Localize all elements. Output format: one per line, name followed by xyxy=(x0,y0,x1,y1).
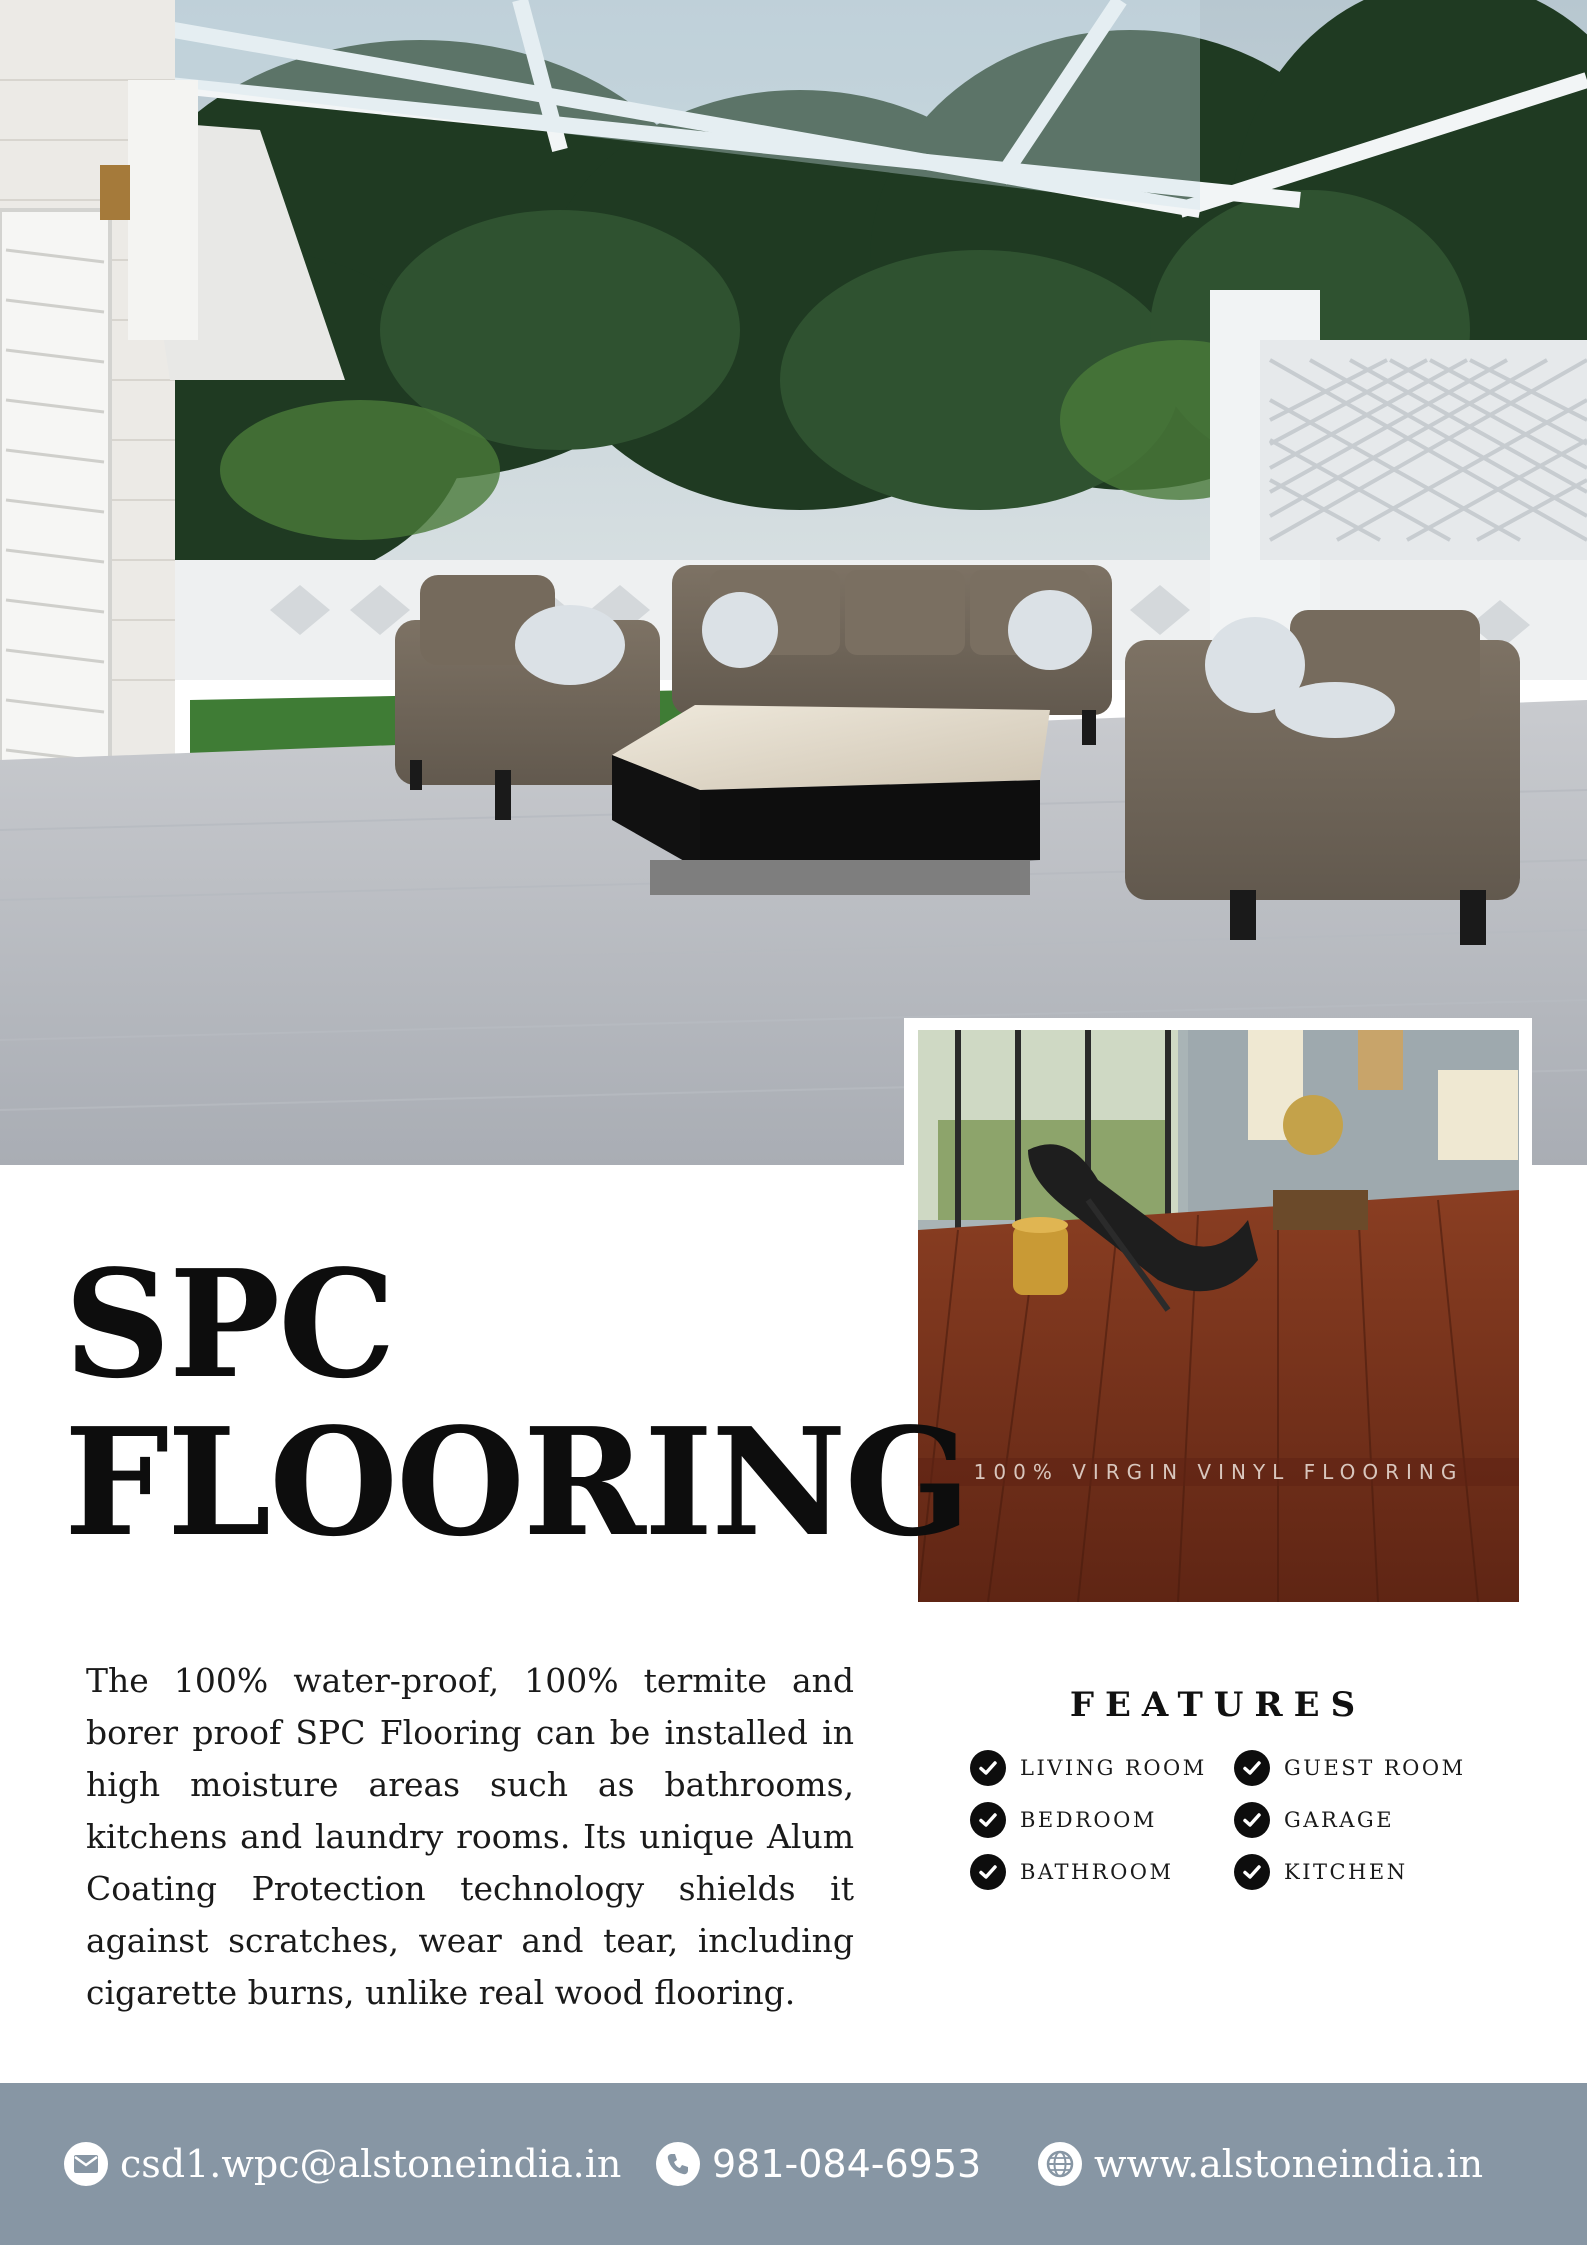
feature-item xyxy=(970,1802,1234,1838)
check-circle-icon xyxy=(970,1854,1006,1890)
check-circle-icon xyxy=(1234,1802,1270,1838)
product-description: The 100% water-proof, 100% termite and borer proof SPC Flooring can be installed in high moisture areas such as bathrooms, kitchens and laundry rooms. Its unique Alum Coating Protection technology shields it against scratches, wear and tear, including cigarette burns, unlike real wood flooring. xyxy=(86,1661,854,2012)
phone-icon xyxy=(656,2142,700,2186)
phone-contact[interactable] xyxy=(656,2083,981,2245)
inset-caption: 100% VIRGIN VINYL FLOORING xyxy=(918,1458,1519,1486)
inset-photo-frame xyxy=(904,1018,1532,1620)
page-title xyxy=(64,1237,969,1569)
features-list xyxy=(970,1750,1530,1890)
envelope-icon xyxy=(64,2142,108,2186)
feature-label: GARAGE xyxy=(1284,1808,1395,1832)
feature-item xyxy=(1234,1802,1514,1838)
email-text[interactable]: csd1.wpc@alstoneindia.in xyxy=(120,2142,622,2186)
title-line-1: SPC xyxy=(64,1237,394,1411)
feature-item xyxy=(1234,1854,1514,1890)
feature-label: GUEST ROOM xyxy=(1284,1756,1466,1780)
check-circle-icon xyxy=(1234,1750,1270,1786)
features-heading: FEATURES xyxy=(1069,1685,1367,1725)
feature-label: KITCHEN xyxy=(1284,1860,1408,1884)
check-circle-icon xyxy=(970,1802,1006,1838)
feature-label: BEDROOM xyxy=(1020,1808,1157,1832)
feature-label: LIVING ROOM xyxy=(1020,1756,1207,1780)
phone-text[interactable]: 981-084-6953 xyxy=(712,2142,982,2186)
feature-label: BATHROOM xyxy=(1020,1860,1174,1884)
contact-footer xyxy=(0,2083,1587,2245)
globe-icon xyxy=(1038,2142,1082,2186)
feature-item xyxy=(1234,1750,1514,1786)
title-line-2: FLOORING xyxy=(64,1395,969,1569)
inset-illustration xyxy=(918,1030,1519,1602)
check-circle-icon xyxy=(970,1750,1006,1786)
feature-item xyxy=(970,1750,1234,1786)
website-contact[interactable] xyxy=(1038,2083,1483,2245)
website-text[interactable]: www.alstoneindia.in xyxy=(1094,2142,1484,2186)
inset-photo xyxy=(918,1030,1519,1602)
check-circle-icon xyxy=(1234,1854,1270,1890)
email-contact[interactable] xyxy=(64,2083,621,2245)
feature-item xyxy=(970,1854,1234,1890)
